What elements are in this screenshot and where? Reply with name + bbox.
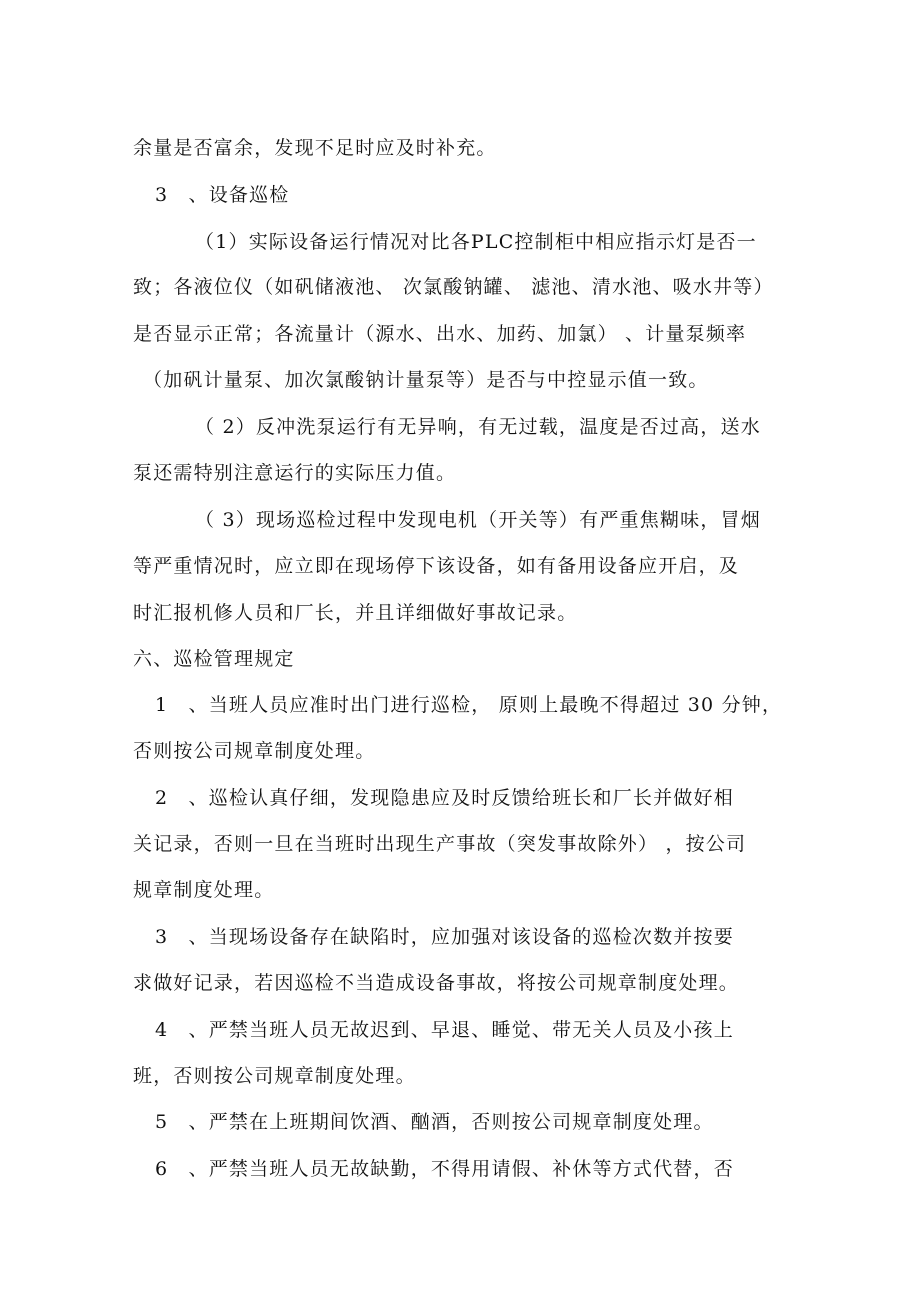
text-line: 关记录，否则一旦在当班时出现生产事故（突发事故除外） ，按公司: [133, 833, 747, 855]
text-line: （ 2）反冲洗泵运行有无异响，有无过载，温度是否过高，送水: [195, 416, 761, 438]
text-line: 否则按公司规章制度处理。: [133, 740, 376, 762]
text-line: 5 、严禁在上班期间饮酒、酗酒，否则按公司规章制度处理。: [155, 1111, 714, 1133]
text-line: 班，否则按公司规章制度处理。: [133, 1065, 416, 1087]
text-line: 泵还需特别注意运行的实际压力值。: [133, 462, 457, 484]
text-line: 1 、当班人员应准时出门进行巡检， 原则上最晚不得超过 30 分钟，: [155, 694, 783, 716]
text-line: 6 、严禁当班人员无故缺勤，不得用请假、补休等方式代替，否: [155, 1158, 734, 1180]
text-line: 时汇报机修人员和厂长，并且详细做好事故记录。: [133, 602, 578, 624]
text-line: 4 、严禁当班人员无故迟到、早退、睡觉、带无关人员及小孩上: [155, 1019, 734, 1041]
text-line: 规章制度处理。: [133, 879, 275, 901]
text-line: 2 、巡检认真仔细，发现隐患应及时反馈给班长和厂长并做好相: [155, 787, 734, 809]
text-line: 3 、当现场设备存在缺陷时，应加强对该设备的巡检次数并按要: [155, 926, 734, 948]
text-line: 等严重情况时，应立即在现场停下该设备，如有备用设备应开启，及: [133, 555, 740, 577]
section-heading: 六、巡检管理规定: [133, 648, 295, 670]
text-line: 余量是否富余，发现不足时应及时补充。: [133, 137, 497, 159]
text-line: 致；各液位仪（如矾储液池、 次氯酸钠罐、 滤池、清水池、吸水井等）: [133, 276, 774, 298]
text-line: （加矾计量泵、加次氯酸钠计量泵等）是否与中控显示值一致。: [143, 369, 709, 391]
text-line: （1）实际设备运行情况对比各PLC控制柜中相应指示灯是否一: [195, 231, 757, 253]
text-line: 求做好记录，若因巡检不当造成设备事故，将按公司规章制度处理。: [133, 972, 740, 994]
text-line: 是否显示正常；各流量计（源水、出水、加药、加氯） 、计量泵频率: [133, 323, 747, 345]
section-heading: 3 、设备巡检: [155, 184, 290, 206]
text-line: （ 3）现场巡检过程中发现电机（开关等）有严重焦糊味，冒烟: [195, 509, 761, 531]
